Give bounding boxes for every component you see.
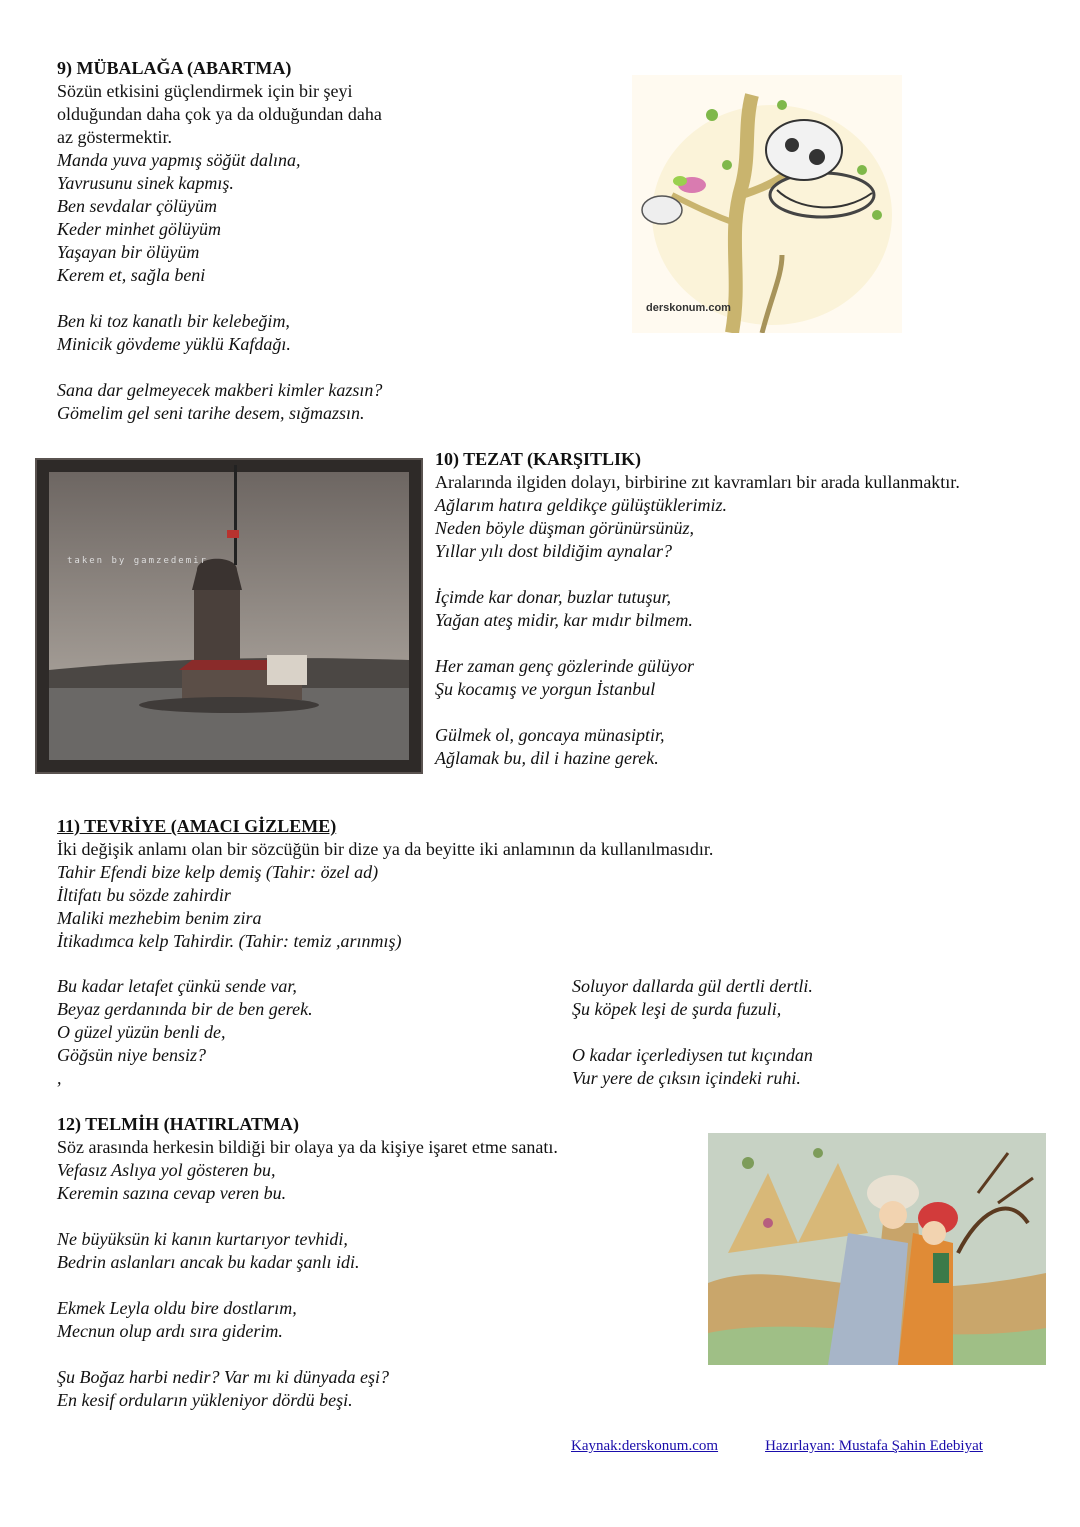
verse-line: Her zaman genç gözlerinde gülüyor [435, 656, 694, 676]
verse-line: Keder minhet gölüyüm [57, 219, 221, 239]
verse-line: , [57, 1068, 62, 1088]
verse-line: Ben ki toz kanatlı bir kelebeğim, [57, 311, 290, 331]
verse-line: Beyaz gerdanında bir de ben gerek. [57, 999, 313, 1019]
verse-line: Yağan ateş midir, kar mıdır bilmem. [435, 610, 693, 630]
definition-line: az göstermektir. [57, 127, 172, 147]
author-link[interactable]: Hazırlayan: Mustafa Şahin Edebiyat [765, 1438, 983, 1454]
verse-line: Tahir Efendi bize kelp demiş (Tahir: özel ad) [57, 862, 379, 882]
verse-line: Keremin sazına cevap veren bu. [57, 1183, 287, 1203]
verse-line: İltifatı bu sözde zahirdir [57, 885, 231, 905]
verse-line: Vur yere de çıksın içindeki ruhi. [572, 1068, 801, 1088]
verse-line: Ekmek Leyla oldu bire dostlarım, [57, 1298, 297, 1318]
verse-line: İçimde kar donar, buzlar tutuşur, [435, 587, 672, 607]
source-link[interactable]: Kaynak:derskonum.com [571, 1438, 719, 1454]
verse-line: Maliki mezhebim benim zira [57, 908, 262, 928]
tevriye-left-verses [57, 975, 537, 1090]
definition-line: Söz arasında herkesin bildiği bir olaya ya da kişiye işaret etme sanatı. [57, 1137, 558, 1157]
verse-line: Şu köpek leşi de şurda fuzuli, [572, 999, 782, 1019]
verse-line: Bu kadar letafet çünkü sende var, [57, 976, 297, 996]
section-tevriye [57, 815, 1037, 953]
verse-line: Göğsün niye bensiz? [57, 1045, 206, 1065]
image-caption: derskonum.com [646, 302, 731, 314]
verse-line: Vefasız Aslıya yol gösteren bu, [57, 1160, 276, 1180]
verse-line: Ben sevdalar çölüyüm [57, 196, 217, 216]
section-title: 9) MÜBALAĞA (ABARTMA) [57, 58, 292, 78]
verse-line: Kerem et, sağla beni [57, 265, 206, 285]
verse-line: Ağlamak bu, dil i hazine gerek. [435, 748, 659, 768]
verse-line: En kesif orduların yükleniyor dördü beşi. [57, 1390, 353, 1410]
verse-line: Manda yuva yapmış söğüt dalına, [57, 150, 301, 170]
footer [571, 1433, 983, 1458]
maidens-tower-photo [35, 458, 423, 774]
image-caption: taken by gamzedemir [67, 556, 208, 566]
definition-line: Aralarında ilgiden dolayı, birbirine zıt kavramları bir arada kullanmaktır. [435, 472, 960, 492]
verse-line: İtikadımca kelp Tahirdir. (Tahir: temiz ,arınmış) [57, 931, 402, 951]
section-title: 10) TEZAT (KARŞITLIK) [435, 449, 642, 469]
verse-line: Mecnun olup ardı sıra giderim. [57, 1321, 283, 1341]
section-mubalaga [57, 57, 577, 425]
section-title: 12) TELMİH (HATIRLATMA) [57, 1114, 300, 1134]
verse-line: Sana dar gelmeyecek makberi kimler kazsın? [57, 380, 383, 400]
miniature-painting [708, 1133, 1046, 1365]
verse-line: Minicik gövdeme yüklü Kafdağı. [57, 334, 291, 354]
verse-line: O kadar içerlediysen tut kıçından [572, 1045, 813, 1065]
verse-line: Şu kocamış ve yorgun İstanbul [435, 679, 656, 699]
tree-nest-illustration [632, 75, 902, 333]
tevriye-right-verses [572, 975, 1052, 1090]
definition-line: olduğundan daha çok ya da olduğundan daha [57, 104, 382, 124]
verse-line: Neden böyle düşman görünürsünüz, [435, 518, 694, 538]
section-tezat [435, 448, 1055, 770]
verse-line: Ne büyüksün ki kanın kurtarıyor tevhidi, [57, 1229, 348, 1249]
verse-line: Yavrusunu sinek kapmış. [57, 173, 234, 193]
verse-line: Şu Boğaz harbi nedir? Var mı ki dünyada eşi? [57, 1367, 389, 1387]
verse-line: Gömelim gel seni tarihe desem, sığmazsın. [57, 403, 365, 423]
verse-line: O güzel yüzün benli de, [57, 1022, 226, 1042]
verse-line: Yıllar yılı dost bildiğim aynalar? [435, 541, 673, 561]
section-title: 11) TEVRİYE (AMACI GİZLEME) [57, 816, 337, 836]
section-telmih [57, 1113, 697, 1412]
definition-line: Sözün etkisini güçlendirmek için bir şeyi [57, 81, 353, 101]
verse-line: Yaşayan bir ölüyüm [57, 242, 200, 262]
definition-line: İki değişik anlamı olan bir sözcüğün bir dize ya da beyitte iki anlamının da kullanılmasıdır. [57, 839, 714, 859]
verse-line: Soluyor dallarda gül dertli dertli. [572, 976, 813, 996]
verse-line: Ağlarım hatıra geldikçe gülüştüklerimiz. [435, 495, 727, 515]
verse-line: Bedrin aslanları ancak bu kadar şanlı idi. [57, 1252, 360, 1272]
verse-line: Gülmek ol, goncaya münasiptir, [435, 725, 665, 745]
